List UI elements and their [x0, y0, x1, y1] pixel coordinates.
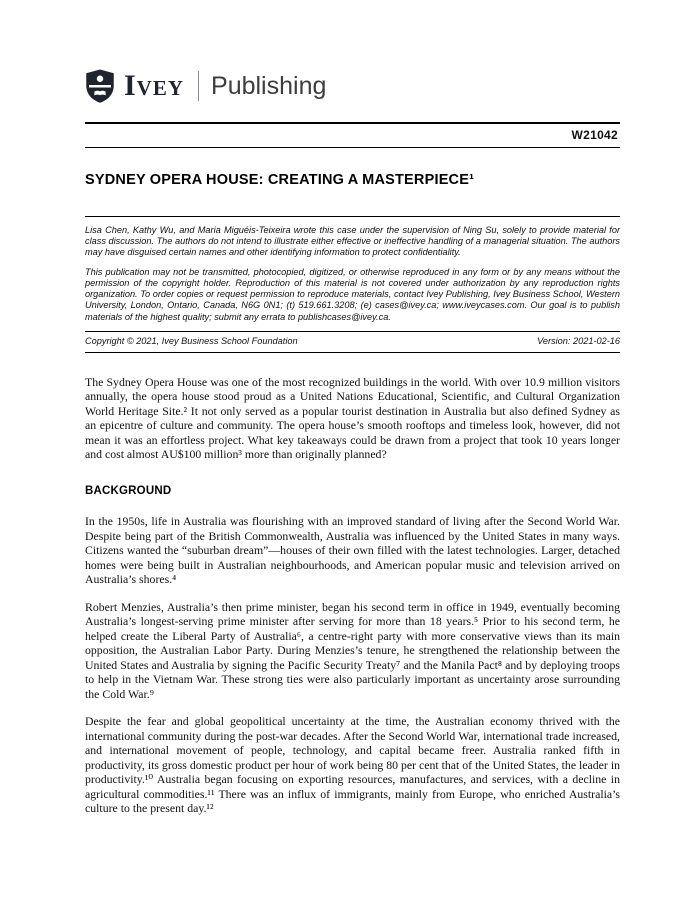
case-number: W21042 — [571, 128, 618, 142]
copyright-text: Copyright © 2021, Ivey Business School Foundation — [85, 335, 298, 346]
version-text: Version: 2021-02-16 — [537, 335, 620, 346]
copyright-row — [85, 331, 620, 352]
case-title: SYDNEY OPERA HOUSE: CREATING A MASTERPIECE¹ — [85, 172, 475, 188]
ivey-shield-icon — [85, 68, 115, 104]
body-paragraph: Despite the fear and global geopolitical uncertainty at the time, the Australian economy thrived with the international community during the post-war decades. After the Second World War, international trade increased, and international movement of people, technology, and capital became freer. Australia ranked fifth in productivity, its gross domestic product per hour of work being 80 per cent that of the United States, the leader in productivity.¹⁰ Australia began focusing on exporting resources, manufactures, and services, with a decline in agricultural commodities.¹¹ There was an influx of immigrants, mainly from Europe, who enriched Australia’s culture to the present day.¹² — [85, 714, 620, 816]
body-paragraph: In the 1950s, life in Australia was flourishing with an improved standard of living after the Second World War. Despite being part of the British Commonwealth, Australia was influenced by the United States in many ways. Citizens wanted the “suburban dream”—houses of their own filled with the latest technologies. Larger, detached homes were being built in Australian neighbourhoods, and American popular music and television arrived on Australia’s shores.⁴ — [85, 514, 620, 587]
publisher-tagline: Publishing — [211, 71, 327, 100]
intro-paragraph: The Sydney Opera House was one of the most recognized buildings in the world. With over 10.9 million visitors annually, the opera house stood proud as a United Nations Educational, Scientific, and Cultural Organization World Heritage Site.² It not only served as a popular tourist destination in Australia but also defined Sydney as an epicentre of culture and community. The opera house’s smooth rooftops and timeless look, however, did not mean it was an effortless project. What key takeaways could be drawn from a project that took 10 years longer and cost almost AU$100 million³ more than originally planned? — [85, 374, 620, 462]
case-body — [85, 375, 620, 816]
publisher-name: Ivey — [124, 69, 185, 102]
disclaimer-authors-note: Lisa Chen, Kathy Wu, and Maria Miguéis-Teixeira wrote this case under the supervision of Ning Su, solely to provide material for class discussion. The authors do not intend to illustrate either effective or ineffective handling of a managerial situation. The authors may have disguised certain names and other identifying information to protect confidentiality. — [85, 225, 620, 258]
logo-divider — [198, 71, 199, 101]
disclaimer-permissions-note: This publication may not be transmitted, photocopied, digitized, or otherwise reproduced in any form or by any means without the permission of the copyright holder. Reproduction of this material is not covered under authorization by any reproduction rights organization. To order copies or request permission to reproduce materials, contact Ivey Publishing, Ivey Business School, Western University, London, Ontario, Canada, N6G 0N1; (t) 519.661.3208; (e) cases@ivey.ca; www.iveycases.com. Our goal is to publish materials of the highest quality; submit any errata to publishcases@ivey.ca. — [85, 266, 620, 322]
section-heading-background: BACKGROUND — [85, 484, 172, 497]
case-number-band — [85, 122, 620, 148]
disclaimer-block — [85, 216, 620, 353]
publisher-masthead — [85, 66, 620, 106]
body-paragraph: Robert Menzies, Australia’s then prime minister, began his second term in office in 1949, eventually becoming Australia’s longest-serving prime minister after serving for more than 18 years.⁵ Prior to his second term, he helped create the Liberal Party of Australia⁶, a centre-right party with more conservative views than its main opposition, the Australian Labor Party. During Menzies’s tenure, he strengthened the relationship between the United States and Australia by signing the Pacific Security Treaty⁷ and the Manila Pact⁸ and by deploying troops to help in the Vietnam War. These strong ties were also particularly important as uncertainty arose surrounding the Cold War.⁹ — [85, 599, 620, 701]
